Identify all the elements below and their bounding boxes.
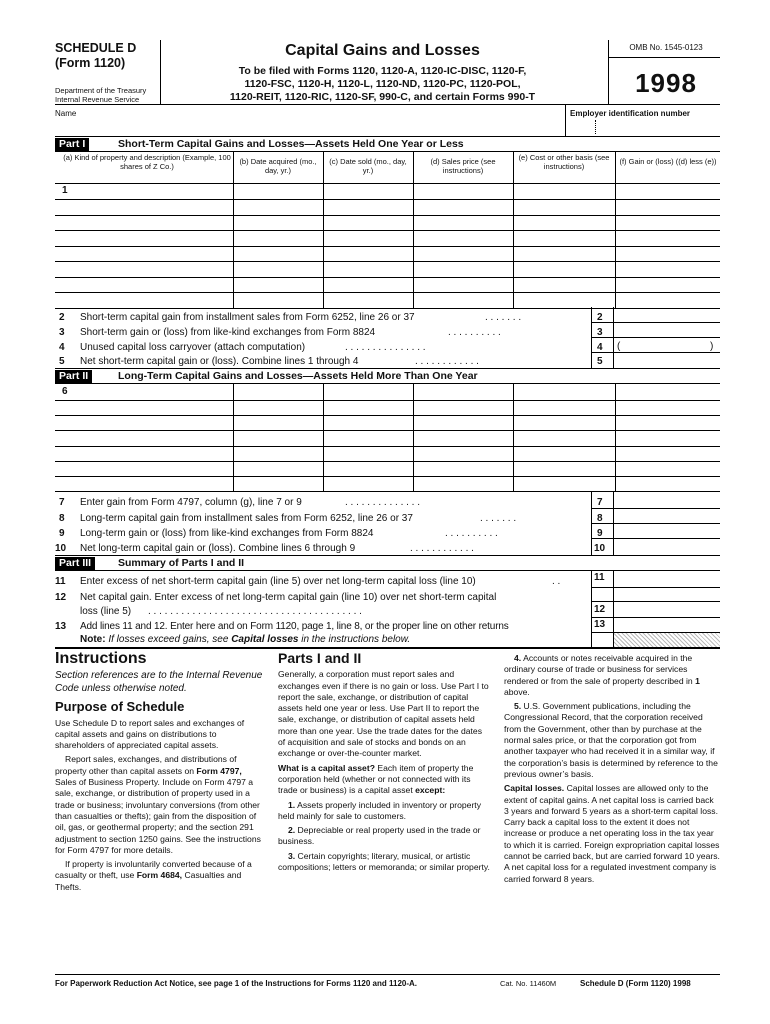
line-9-text: Long-term gain or (loss) from like-kind exchanges from Form 8824	[80, 528, 374, 539]
part1-entry-row-3-col-f[interactable]	[616, 231, 719, 245]
part2-entry-row-4-col-a[interactable]	[56, 447, 232, 460]
item-1-number: 1.	[288, 799, 296, 810]
line-4-paren-open: (	[617, 341, 621, 352]
capital-losses-paragraph	[504, 783, 720, 885]
part1-entry-row-5-col-d[interactable]	[414, 262, 512, 276]
line-7-box-number: 7	[597, 497, 603, 508]
part2-entry-row-2-col-d[interactable]	[414, 416, 512, 429]
part1-entry-row-4-col-f[interactable]	[616, 247, 719, 261]
purpose-paragraph-3	[55, 859, 265, 893]
line-2-number: 2	[59, 312, 65, 323]
line-5-box-number: 5	[597, 356, 603, 367]
part1-entry-row-7-col-d[interactable]	[414, 293, 512, 307]
line-10-dots: . . . . . . . . . . . .	[410, 543, 474, 554]
part1-entry-row-7-col-f[interactable]	[616, 293, 719, 307]
line-10-amount[interactable]	[614, 539, 720, 555]
part1-entry-row-2-col-b[interactable]	[234, 216, 322, 230]
part-1-title: Short-Term Capital Gains and Losses—Assets Held One Year or Less	[118, 138, 464, 150]
part1-entry-row-5-col-f[interactable]	[616, 262, 719, 276]
line-4-number: 4	[59, 342, 65, 353]
part1-entry-row-7-col-e[interactable]	[514, 293, 614, 307]
part1-entry-row-1-col-f[interactable]	[616, 200, 719, 214]
part2-entry-row-2-col-c[interactable]	[324, 416, 412, 429]
name-label: Name	[55, 109, 77, 118]
line-3-number: 3	[59, 327, 65, 338]
part1-entry-row-3-col-b[interactable]	[234, 231, 322, 245]
line-6-number: 6	[62, 386, 68, 397]
line-5-number: 5	[59, 356, 65, 367]
filed-with-text	[160, 65, 605, 104]
item-4-text: Accounts or notes receivable acquired in the ordinary course of trade or business for services rendered or from the sale of property described in	[504, 653, 696, 686]
part1-entry-row-1-col-b[interactable]	[234, 200, 322, 214]
line-11-number: 11	[55, 576, 66, 587]
capital-losses-heading: Capital losses.	[504, 783, 565, 794]
line-12-dots: . . . . . . . . . . . . . . . . . . . . . . . . . . . . . . . . . . . . . . .	[148, 606, 362, 617]
line-1-number: 1	[62, 185, 68, 196]
shaded-area	[614, 633, 720, 647]
part2-entry-row-4-col-f[interactable]	[616, 447, 719, 460]
part2-entry-row-2-col-e[interactable]	[514, 416, 614, 429]
part2-entry-row-2-col-b[interactable]	[234, 416, 322, 429]
instructions-heading: Instructions	[55, 650, 147, 667]
line-9-box-number: 9	[597, 528, 603, 539]
part1-entry-row-6-col-b[interactable]	[234, 278, 322, 292]
item-3-number: 3.	[288, 850, 296, 861]
part1-entry-row-1-col-a[interactable]	[56, 200, 232, 214]
part2-entry-row-4-col-c[interactable]	[324, 447, 412, 460]
part2-entry-row-5-col-b[interactable]	[234, 462, 322, 475]
note-text: If losses exceed gains, see	[105, 634, 232, 645]
line-13-amount[interactable]	[614, 617, 720, 633]
part2-entry-row-2-col-a[interactable]	[56, 416, 232, 429]
line-12-number: 12	[55, 592, 67, 603]
part2-entry-row-1-col-a[interactable]	[56, 401, 232, 414]
line-11-box-number: 11	[594, 572, 605, 583]
part2-entry-row-1-col-b[interactable]	[234, 401, 322, 414]
part2-entry-row-6-col-f[interactable]	[616, 477, 719, 490]
note-capital-losses: Capital losses	[231, 634, 299, 645]
part1-entry-row-4-col-b[interactable]	[234, 247, 322, 261]
line-12-amount[interactable]	[614, 601, 720, 617]
item-3-text: Certain copyrights; literary, musical, or artistic compositions; letters or memoranda; or similar property.	[278, 850, 490, 873]
part1-entry-row-4-col-e[interactable]	[514, 247, 614, 261]
purpose-paragraph-1: Use Schedule D to report sales and exchanges of capital assets and gains on distributions to shareholders of appreciated capital assets.	[55, 717, 245, 751]
part2-entry-row-5-col-d[interactable]	[414, 462, 512, 475]
line-3-text: Short-term gain or (loss) from like-kind exchanges from Form 8824	[80, 327, 376, 338]
part2-entry-row-1-col-d[interactable]	[414, 401, 512, 414]
parts-heading: Parts I and II	[278, 650, 362, 666]
part2-entry-row-6-col-b[interactable]	[234, 477, 322, 490]
part1-entry-row-2-col-f[interactable]	[616, 216, 719, 230]
part1-entry-row-7-col-a[interactable]	[56, 293, 232, 307]
part2-entry-row-3-col-e[interactable]	[514, 431, 614, 444]
part1-entry-row-6-col-f[interactable]	[616, 278, 719, 292]
part2-entry-row-2-col-f[interactable]	[616, 416, 719, 429]
part1-entry-row-1-col-d[interactable]	[414, 200, 512, 214]
line-12-text-1: Net capital gain. Enter excess of net long-term capital gain (line 10) over net short-term capital	[80, 592, 497, 603]
tax-year: 1998	[635, 68, 697, 98]
part2-entry-row-5-col-f[interactable]	[616, 462, 719, 475]
line-3-box-number: 3	[597, 327, 603, 338]
line-10-number: 10	[55, 543, 67, 554]
col-a-header: (a) Kind of property and description (Example, 100 shares of Z Co.)	[63, 153, 231, 171]
part1-entry-row-6-col-e[interactable]	[514, 278, 614, 292]
part-3-label: Part III	[55, 557, 95, 570]
capital-asset-question: What is a capital asset?	[278, 762, 375, 773]
part1-entry-row-5-col-e[interactable]	[514, 262, 614, 276]
paperwork-notice: For Paperwork Reduction Act Notice, see page 1 of the Instructions for Forms 1120 and 1120-A.	[55, 979, 418, 988]
item-4-end: above.	[504, 686, 530, 697]
note-end: in the instructions below.	[298, 634, 411, 645]
part1-entry-row-3-col-a[interactable]	[56, 231, 232, 245]
part2-entry-row-4-col-d[interactable]	[414, 447, 512, 460]
part1-entry-row-6-col-c[interactable]	[324, 278, 412, 292]
part1-entry-row-1-col-c[interactable]	[324, 200, 412, 214]
part-2-label: Part II	[55, 370, 92, 383]
part2-entry-row-3-col-c[interactable]	[324, 431, 412, 444]
schedule-title	[55, 41, 136, 71]
schedule-name: SCHEDULE D	[55, 41, 137, 55]
part2-entry-row-3-col-d[interactable]	[414, 431, 512, 444]
instructions-intro: Section references are to the Internal Revenue Code unless otherwise noted.	[55, 670, 263, 694]
item-2-text: Depreciable or real property used in the trade or business.	[278, 825, 481, 847]
part1-entry-row-1-col-e[interactable]	[514, 200, 614, 214]
part1-entry-row-7-col-c[interactable]	[324, 293, 412, 307]
form-number: (Form 1120)	[55, 56, 126, 70]
part2-entry-row-1-col-f[interactable]	[616, 401, 719, 414]
catalog-number: Cat. No. 11460M	[500, 979, 557, 988]
department-label	[55, 86, 146, 104]
line-2-text: Short-term capital gain from installment sales from Form 6252, line 26 or 37	[80, 312, 415, 323]
part1-entry-row-7-col-b[interactable]	[234, 293, 322, 307]
part2-entry-row-3-col-b[interactable]	[234, 431, 322, 444]
purpose-p2-c: Sales of Business Property. Include on Form 4797 a sale, exchange, or distribution of property used in a trade or business; involuntary conversions (from other than casualties or thefts); gain from the disposition of oil, gas, or geothermal property; and the section 291 adjustment to section 1250 gains. See the instructions for Form 4797 for more details.	[55, 777, 261, 855]
line-13-text: Add lines 11 and 12. Enter here and on Form 1120, page 1, line 8, or the proper line on other returns	[80, 621, 509, 632]
part1-entry-row-2-col-a[interactable]	[56, 216, 232, 230]
part-3-title: Summary of Parts I and II	[118, 557, 245, 569]
exception-item-5	[504, 701, 720, 780]
line-4-dots: . . . . . . . . . . . . . . .	[345, 342, 426, 353]
capital-asset-answer: Each item of property the corporation held (whether or not connected with its trade or business) is a capital asset	[278, 762, 474, 796]
line-10-text: Net long-term capital gain or (loss). Combine lines 6 through 9	[80, 543, 356, 554]
line-8-dots: . . . . . . .	[480, 513, 517, 524]
line-12-text-2: loss (line 5)	[80, 606, 132, 617]
col-e-header: (e) Cost or other basis (see instructions)	[518, 153, 610, 171]
line-11-amount[interactable]	[614, 571, 720, 588]
line-4-text: Unused capital loss carryover (attach computation)	[80, 342, 306, 353]
note-label: Note:	[80, 634, 106, 645]
item-5-number: 5.	[514, 701, 522, 712]
part2-entry-row-6-col-d[interactable]	[414, 477, 512, 490]
item-4-ref: 1	[695, 675, 700, 686]
part1-entry-row-3-col-c[interactable]	[324, 231, 412, 245]
line-5-dots: . . . . . . . . . . . .	[415, 356, 479, 367]
filed-line-1: To be filed with Forms 1120, 1120-A, 1120-IC-DISC, 1120-F,	[238, 65, 527, 77]
parts-paragraph: Generally, a corporation must report sales and exchanges even if there is no gain or loss. Use Part I to report the sale, exchange, or distribution of capital assets held one year or less. Use Part II to report the sale, exchange, or distribution of capital assets held more than one year. Use the trade dates for the dates of acquisition and sale of stocks and bonds on an exchange or over-the-counter market.	[278, 669, 489, 759]
col-d-header: (d) Sales price (see instructions)	[430, 157, 496, 175]
purpose-p2-b: Form 4797,	[196, 765, 242, 776]
line-2-dots: . . . . . . .	[485, 312, 522, 323]
part-3-note	[80, 634, 410, 646]
ein-label: Employer identification number	[570, 109, 691, 118]
ein-field[interactable]	[567, 119, 720, 135]
part1-entry-row-6-col-a[interactable]	[56, 278, 232, 292]
part2-entry-row-3-col-a[interactable]	[56, 431, 232, 444]
line-5-text: Net short-term capital gain or (loss). Combine lines 1 through 4	[80, 356, 359, 367]
part2-entry-row-5-col-c[interactable]	[324, 462, 412, 475]
line-9-number: 9	[59, 528, 65, 539]
part2-entry-row-1-col-c[interactable]	[324, 401, 412, 414]
line-8-text: Long-term capital gain from installment sales from Form 6252, line 26 or 37	[80, 513, 413, 524]
filed-line-3: 1120-REIT, 1120-RIC, 1120-SF, 990-C, and certain Forms 990-T	[229, 91, 536, 103]
part1-entry-row-2-col-e[interactable]	[514, 216, 614, 230]
purpose-p3-b: Form 4684,	[136, 870, 183, 881]
line-5-amount[interactable]	[614, 352, 720, 368]
purpose-p2-a: Report sales, exchanges, and distributions of property other than capital assets on	[55, 754, 237, 776]
line-3-dots: . . . . . . . . . .	[448, 327, 501, 338]
purpose-paragraph-2	[55, 754, 265, 856]
item-1-text: Assets properly included in inventory or property held mainly for sale to customers.	[278, 799, 481, 821]
name-field[interactable]	[55, 119, 563, 135]
except-label: except:	[415, 785, 446, 796]
part1-entry-row-2-col-c[interactable]	[324, 216, 412, 230]
line-11-text: Enter excess of net short-term capital gain (line 5) over net long-term capital loss (line 10)	[80, 576, 476, 587]
part1-entry-row-4-col-c[interactable]	[324, 247, 412, 261]
part1-entry-row-4-col-a[interactable]	[56, 247, 232, 261]
part1-entry-row-4-col-d[interactable]	[414, 247, 512, 261]
part-2-title: Long-Term Capital Gains and Losses—Assets Held More Than One Year	[118, 370, 478, 382]
instructions-column-1	[55, 650, 265, 896]
line-4-paren-close: )	[710, 341, 714, 352]
exception-item-4	[504, 653, 720, 698]
part2-entry-row-5-col-e[interactable]	[514, 462, 614, 475]
exception-item-1	[278, 800, 490, 823]
instructions-column-3	[504, 653, 720, 888]
part1-entry-row-5-col-c[interactable]	[324, 262, 412, 276]
col-f-header: (f) Gain or (loss) ((d) less (e))	[619, 157, 717, 166]
part2-entry-row-4-col-e[interactable]	[514, 447, 614, 460]
part2-entry-row-1-col-e[interactable]	[514, 401, 614, 414]
part1-entry-row-2-col-d[interactable]	[414, 216, 512, 230]
irs-text: Internal Revenue Service	[55, 95, 140, 104]
item-2-number: 2.	[288, 825, 296, 836]
part1-entry-row-3-col-e[interactable]	[514, 231, 614, 245]
part1-entry-row-5-col-b[interactable]	[234, 262, 322, 276]
form-main-title: Capital Gains and Losses	[285, 42, 480, 59]
line-7-text: Enter gain from Form 4797, column (g), line 7 or 9	[80, 497, 302, 508]
capital-losses-text: Capital losses are allowed only to the extent of capital gains. A net capital loss is carried back 3 years and forward 5 years as a short-term capital loss. Carry back a capital loss to the extent it does not increase or produce a net operating loss in the tax year to which it is carried. Foreign expropriation capital losses cannot be carried back, but are carried forward 10 years. A net capital loss for a regulated investment company is carried forward 8 years.	[504, 783, 720, 884]
footer-form-name: Schedule D (Form 1120) 1998	[580, 979, 691, 988]
purpose-p3-c: Casualties and Thefts.	[55, 870, 242, 892]
line-11-dots: . .	[552, 576, 561, 587]
line-8-box-number: 8	[597, 513, 603, 524]
part1-entry-row-5-col-a[interactable]	[56, 262, 232, 276]
department-text: Department of the Treasury	[55, 86, 147, 95]
line-7-number: 7	[59, 497, 65, 508]
exception-item-2	[278, 825, 490, 848]
item-4-number: 4.	[514, 653, 522, 663]
part1-entry-row-6-col-d[interactable]	[414, 278, 512, 292]
part2-entry-row-4-col-b[interactable]	[234, 447, 322, 460]
line-7-amount[interactable]	[614, 493, 720, 509]
omb-number: OMB No. 1545-0123	[629, 43, 703, 52]
part2-entry-row-6-col-e[interactable]	[514, 477, 614, 490]
filed-line-2: 1120-FSC, 1120-H, 1120-L, 1120-ND, 1120-PC, 1120-POL,	[244, 78, 521, 90]
purpose-p3-a: If property is involuntarily converted because of a casualty or theft, use	[55, 859, 252, 881]
line-8-number: 8	[59, 513, 65, 524]
part2-entry-row-3-col-f[interactable]	[616, 431, 719, 444]
line-4-box-number: 4	[597, 342, 603, 353]
line-9-dots: . . . . . . . . . .	[445, 528, 498, 539]
part1-entry-row-3-col-d[interactable]	[414, 231, 512, 245]
capital-asset-paragraph	[278, 763, 490, 797]
part2-entry-row-6-col-c[interactable]	[324, 477, 412, 490]
line-13-number: 13	[55, 621, 67, 632]
line-13-box-number: 13	[594, 619, 606, 630]
item-5-text: U.S. Government publications, including the Congressional Record, that the corporation received from the Government, other than by purchase at the normal sales price, or that the corporation got from another taxpayer who had received it in a similar way, if the corporation’s basis is determined by reference to the previous owner’s basis.	[504, 701, 718, 779]
line-10-box-number: 10	[594, 543, 606, 554]
purpose-heading: Purpose of Schedule	[55, 699, 185, 715]
part2-entry-row-5-col-a[interactable]	[56, 462, 232, 475]
line-12-box-number: 12	[594, 604, 606, 615]
part2-entry-row-6-col-a[interactable]	[56, 477, 232, 490]
part-1-label: Part I	[55, 138, 89, 151]
instructions-column-2	[278, 650, 490, 876]
exception-item-3	[278, 851, 490, 874]
col-c-header: (c) Date sold (mo., day, yr.)	[329, 157, 407, 175]
line-7-dots: . . . . . . . . . . . . . .	[345, 497, 421, 508]
line-2-box-number: 2	[597, 312, 603, 323]
col-b-header: (b) Date acquired (mo., day, yr.)	[239, 157, 317, 175]
